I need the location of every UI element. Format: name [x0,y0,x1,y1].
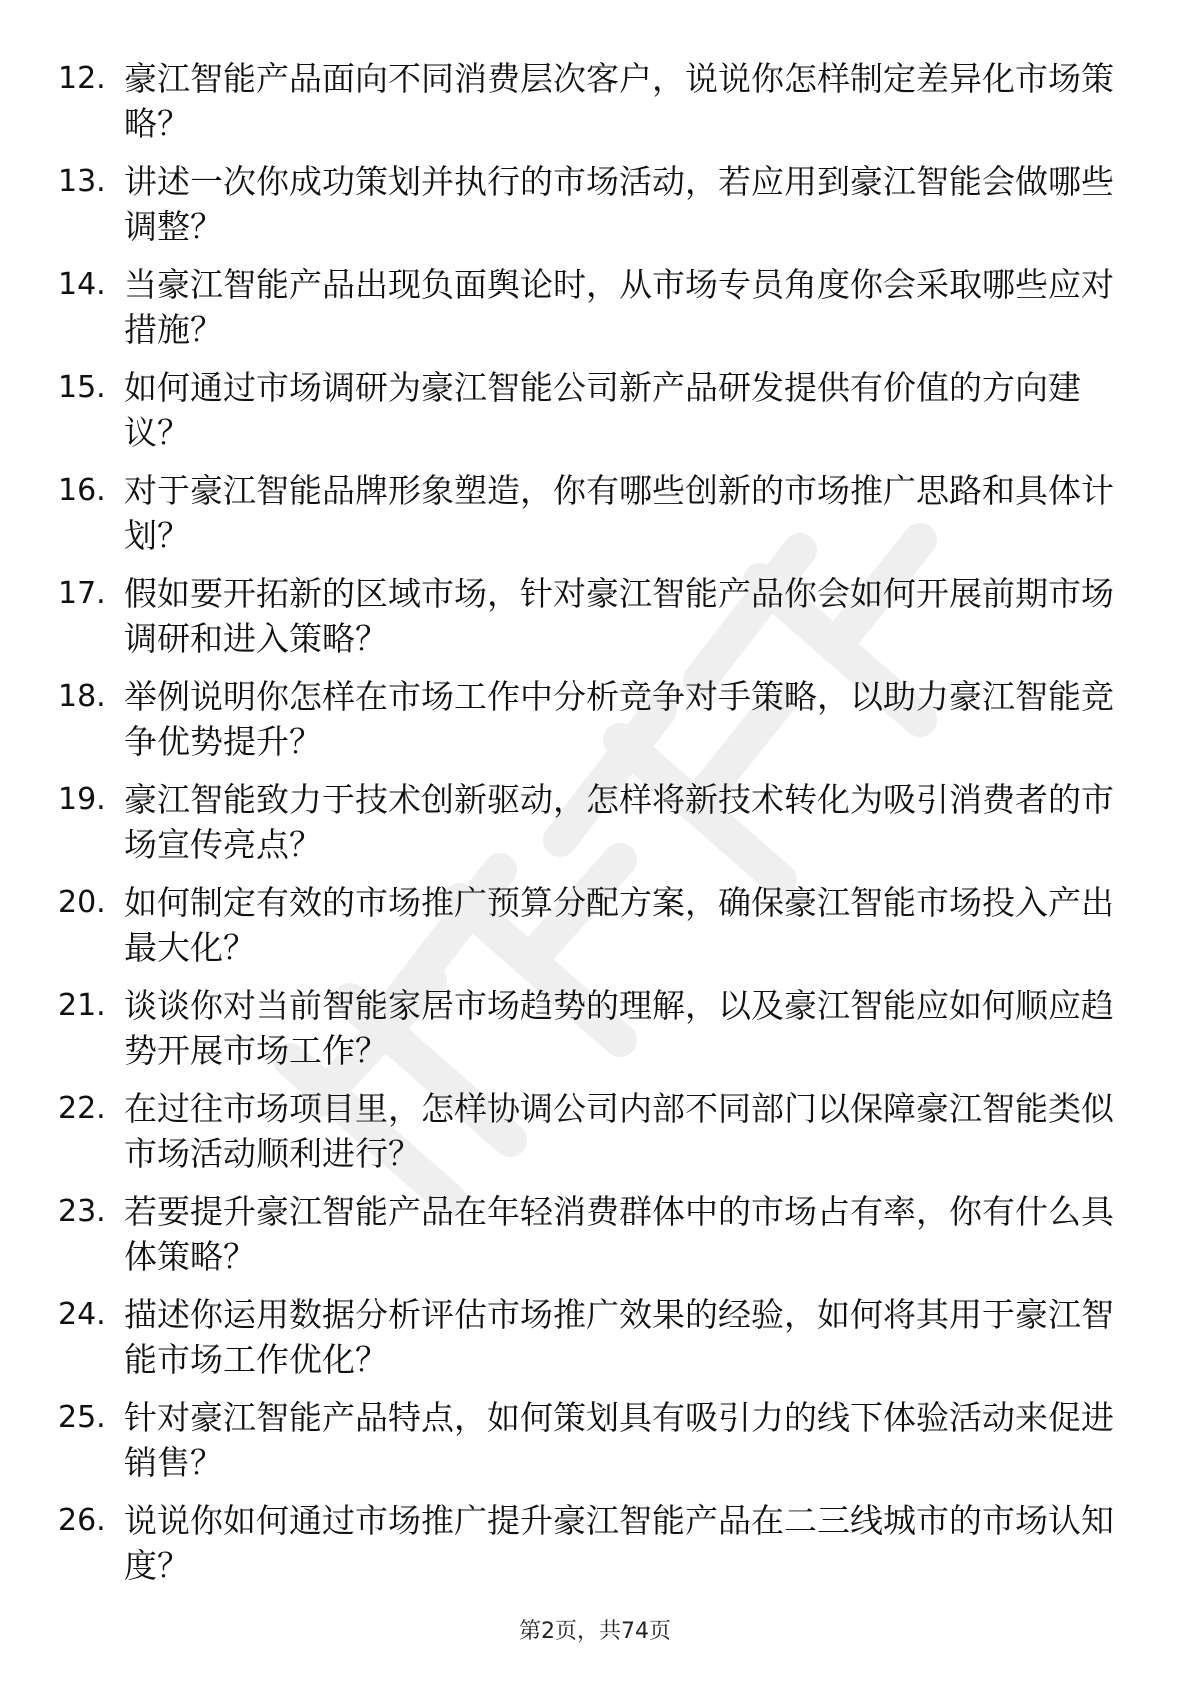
question-number: 19. [58,782,106,817]
question-item [58,1292,1118,1395]
question-item [58,468,1118,571]
question-item [58,365,1118,468]
question-number: 26. [58,1503,106,1538]
question-text: 如何通过市场调研为豪江智能公司新产品研发提供有价值的方向建议？ [124,368,1081,452]
question-item [58,1086,1118,1189]
question-text: 针对豪江智能产品特点，如何策划具有吸引力的线下体验活动来促进销售？ [124,1398,1114,1482]
question-number: 21. [58,988,106,1023]
question-number: 14. [58,267,106,302]
question-text: 描述你运用数据分析评估市场推广效果的经验，如何将其用于豪江智能市场工作优化？ [124,1295,1114,1379]
question-text: 假如要开拓新的区域市场，针对豪江智能产品你会如何开展前期市场调研和进入策略？ [124,574,1114,658]
question-text: 在过往市场项目里，怎样协调公司内部不同部门以保障豪江智能类似市场活动顺利进行？ [124,1089,1114,1173]
question-number: 22. [58,1091,106,1126]
question-item [58,880,1118,983]
question-list [58,56,1118,1601]
question-item [58,571,1118,674]
question-number: 12. [58,61,106,96]
question-item [58,1498,1118,1601]
question-number: 17. [58,576,106,611]
question-text: 当豪江智能产品出现负面舆论时，从市场专员角度你会采取哪些应对措施？ [124,265,1114,349]
question-number: 16. [58,473,106,508]
question-item [58,159,1118,262]
question-text: 对于豪江智能品牌形象塑造，你有哪些创新的市场推广思路和具体计划？ [124,471,1114,555]
question-number: 18. [58,679,106,714]
question-number: 20. [58,885,106,920]
question-number: 24. [58,1297,106,1332]
question-number: 25. [58,1400,106,1435]
question-text: 讲述一次你成功策划并执行的市场活动，若应用到豪江智能会做哪些调整？ [124,162,1114,246]
question-item [58,777,1118,880]
question-number: 15. [58,370,106,405]
question-text: 豪江智能致力于技术创新驱动，怎样将新技术转化为吸引消费者的市场宣传亮点？ [124,780,1114,864]
question-item [58,56,1118,159]
page-number-footer: 第2页，共74页 [519,1619,671,1644]
question-text: 豪江智能产品面向不同消费层次客户，说说你怎样制定差异化市场策略？ [124,59,1114,143]
question-number: 23. [58,1194,106,1229]
question-item [58,1395,1118,1498]
question-text: 说说你如何通过市场推广提升豪江智能产品在二三线城市的市场认知度？ [124,1501,1114,1585]
question-item [58,262,1118,365]
question-item [58,674,1118,777]
question-item [58,983,1118,1086]
question-text: 若要提升豪江智能产品在年轻消费群体中的市场占有率，你有什么具体策略？ [124,1192,1114,1276]
question-item [58,1189,1118,1292]
question-text: 谈谈你对当前智能家居市场趋势的理解，以及豪江智能应如何顺应趋势开展市场工作？ [124,986,1114,1070]
question-text: 举例说明你怎样在市场工作中分析竞争对手策略，以助力豪江智能竞争优势提升？ [124,677,1114,761]
question-number: 13. [58,164,106,199]
question-text: 如何制定有效的市场推广预算分配方案，确保豪江智能市场投入产出最大化？ [124,883,1114,967]
